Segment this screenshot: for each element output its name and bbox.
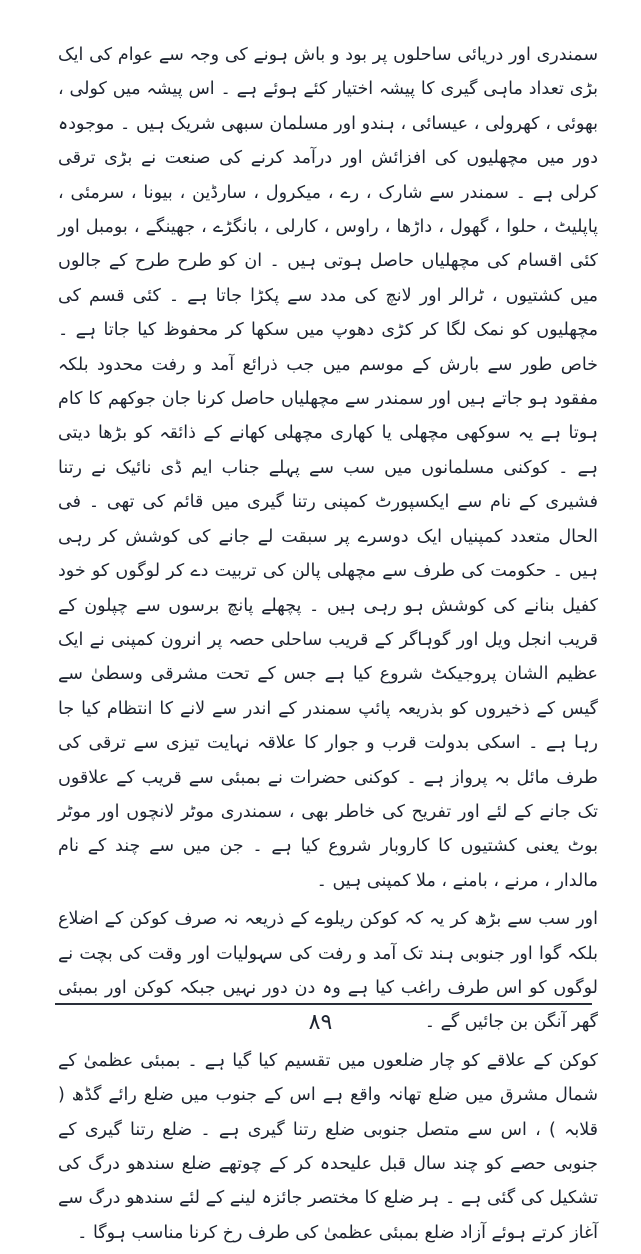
paragraph-fishing-industry: سمندری اور دریائی ساحلوں پر بود و باش ہونے کی وجہ سے عوام کی ایک بڑی تعداد ماہی گیری کا پیشہ اختیار کئے ہوئے ہے ۔ اس پیشہ میں کولی ، بھوئی ، کھرولی ، عیسائی ، ہندو اور مسلمان سبھی شریک ہیں ۔ موجودہ دور میں مچھلیوں کی افزائش اور درآمد کرنے کی صنعت نے بڑی ترقی کرلی ہے ۔ سمندر سے شارک ، رے ، میکرول ، سارڈین ، بیونا ، سرمئی ، پاپلیٹ ، حلوا ، گھول ، داڑھا ، راوس ، کارلی ، بانگڑے ، جھینگے ، بومبل اور کئی اقسام کی مچھلیاں حاصل ہوتی ہیں ۔ ان کو طرح طرح کے جالوں میں کشتیوں ، ٹرالر اور لانچ کی مدد سے پکڑا جاتا ہے ۔ کئی قسم کی مچھلیوں کو نمک لگا کر کڑی دھوپ میں سکھا کر محفوظ کیا جاتا ہے ۔ خاص طور سے بارش کے موسم میں جب ذرائع آمد و رفت محدود بلکہ مفقود ہو جاتے ہیں اور سمندر سے مچھلیاں حاصل کرنا جان جوکھم کا کام ہوتا ہے یہ سوکھی مچھلی یا کھاری مچھلی کھانے کے ذائقہ کو بڑھا دیتی ہے ۔ کوکنی مسلمانوں میں سب سے پہلے جناب ایم ڈی نائیک نے رتنا فشیری کے نام سے ایکسپورٹ کمپنی رتنا گیری میں قائم کی تھی ۔ فی الحال متعدد کمپنیاں ایک دوسرے پر سبقت لے جانے کی کوشش کر رہی ہیں ۔ حکومت کی طرف سے مچھلی پالن کی تربیت دے کر لوگوں کو خود کفیل بنانے کی کوشش ہو رہی ہیں ۔ پچھلے پانچ برسوں سے چپلون کے قریب انجل ویل اور گوہاگر کے قریب ساحلی حصہ پر انرون کمپنی نے ایک عظیم الشان پروجیکٹ شروع کیا ہے جس کے تحت مشرقی وسطیٰ سے گیس کے ذخیروں کو بذریعہ پائپ سمندر کے اندر سے لانے کا انتظام کیا جا رہا ہے ۔ اسکی بدولت قرب و جوار کا علاقہ نہایت تیزی سے ترقی کی طرف مائل بہ پرواز ہے ۔ کوکنی حضرات نے بمبئی سے قریب کے علاقوں تک جانے کے لئے اور تفریح کی خاطر بھی ، سمندری موٹر لانچوں اور موٹر بوٹ یعنی کشتیوں کا کاروبار شروع کیا ہے ۔ جن میں سے چند کے نام مالدار ، مرنے ، بامنے ، ملا کمپنی ہیں ۔ — [58, 45, 598, 891]
footer-divider — [55, 1003, 592, 1005]
paragraph-districts: کوکن کے علاقے کو چار ضلعوں میں تقسیم کیا گیا ہے ۔ بمبئی عظمیٰ کے شمال مشرق میں ضلع تھانہ واقع ہے اس کے جنوب میں ضلع رائے گڈھ ( قلابہ ) ، اس سے متصل جنوبی ضلع رتنا گیری ہے ۔ ضلع رتنا گیری کے جنوبی حصے کو چند سال قبل علیحدہ کر کے چوتھے ضلع سندھو درگ کی تشکیل کی گئی ہے ۔ ہر ضلع کا مختصر جائزہ لینے کے لئے سندھو درگ سے آغاز کرتے ہوئے آزاد ضلع بمبئی عظمیٰ کی طرف رخ کرنا مناسب ہوگا ۔ — [58, 1050, 598, 1243]
page-number: ۸۹ — [308, 1010, 333, 1035]
paragraph-konkan-railway: اور سب سے بڑھ کر یہ کہ کوکن ریلوے کے ذریعہ نہ صرف کوکن کے اضلاع بلکہ گوا اور جنوبی ہند تک آمد و رفت کی سہولیات اور وقت کی بچت نے لوگوں کو اس طرف راغب کیا ہے وہ دن دور نہیں جبکہ کوکن اور بمبئی گھر آنگن بن جائیں گے ۔ — [58, 909, 598, 1033]
body-text — [58, 38, 598, 1254]
